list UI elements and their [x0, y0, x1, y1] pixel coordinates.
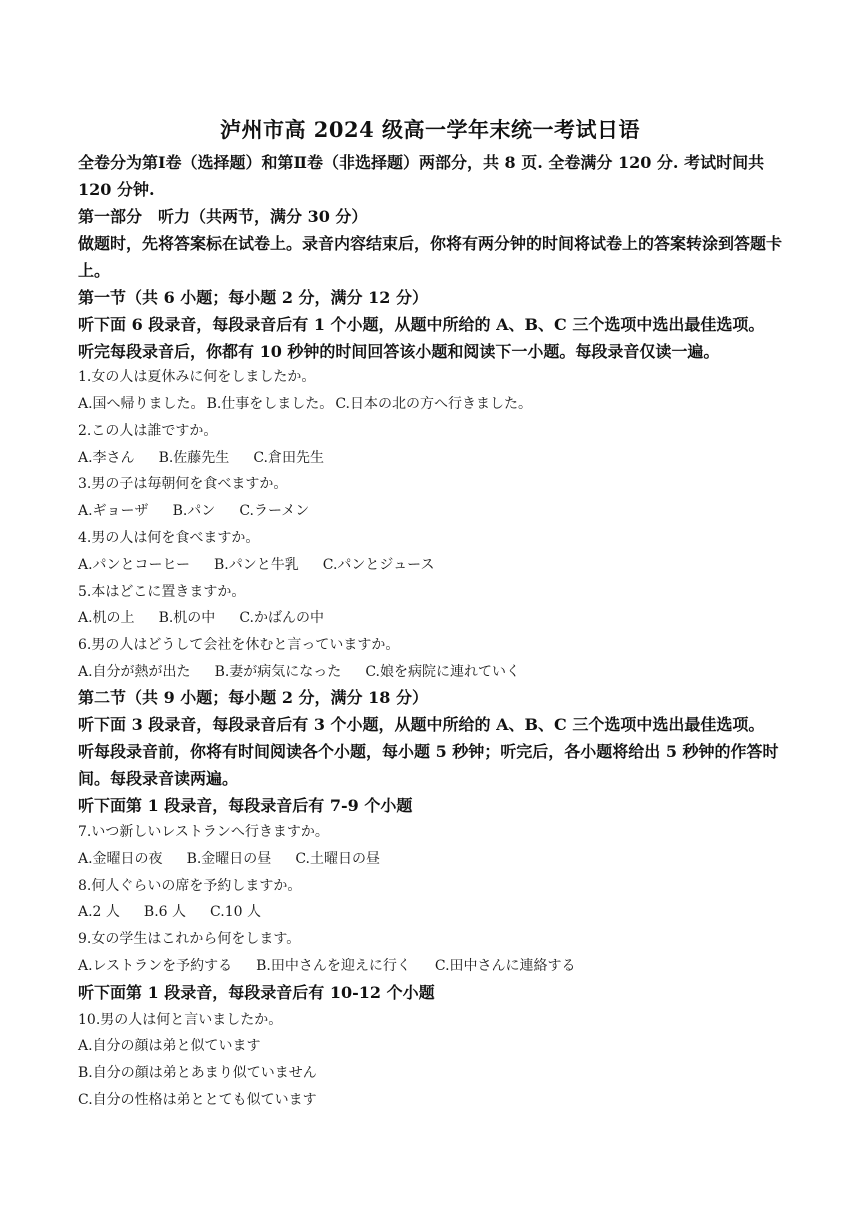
section1-instruction-1: 听下面 6 段录音，每段录音后有 1 个小题，从题中所给的 A、B、C 三个选项中选出最佳选项。 — [78, 315, 765, 334]
option-c: C.田中さんに連絡する — [434, 958, 576, 974]
question-5-stem: 5.本はどこに置きますか。 — [78, 584, 246, 600]
question-4-stem: 4.男の人は何を食べますか。 — [78, 530, 260, 546]
option-a: A.ギョーザ — [78, 503, 149, 519]
section2-instruction-1: 听下面 3 段录音，每段录音后有 3 个小题，从题中所给的 A、B、C 三个选项中选出最佳选项。 — [78, 715, 765, 734]
group1-heading: 听下面第 1 段录音，每段录音后有 7-9 个小题 — [78, 796, 413, 815]
option-c: C.娘を病院に連れていく — [365, 664, 520, 680]
question-9-stem: 9.女の学生はこれから何をします。 — [78, 931, 301, 947]
section1-heading: 第一节（共 6 小题；每小题 2 分，满分 12 分） — [78, 288, 428, 307]
page-title: 泸州市高 2024 级高一学年末统一考试日语 — [219, 117, 641, 142]
option-c: C.土曜日の昼 — [295, 851, 380, 867]
section2-heading: 第二节（共 9 小题；每小题 2 分，满分 18 分） — [78, 688, 428, 707]
question-7-stem: 7.いつ新しいレストランへ行きますか。 — [78, 824, 329, 840]
exam-intro: 全卷分为第Ⅰ卷（选择题）和第Ⅱ卷（非选择题）两部分，共 8 页. 全卷满分 120 分. 考试时间共 120 分钟. — [78, 153, 765, 199]
option-b: B.パンと牛乳 — [214, 557, 299, 573]
section1-instruction-2: 听完每段录音后，你都有 10 秒钟的时间回答该小题和阅读下一小题。每段录音仅读一遍。 — [78, 342, 720, 361]
option-b: B.机の中 — [158, 610, 216, 626]
question-9-options — [78, 956, 788, 976]
question-10-option-a: A.自分の顔は弟と似ています — [78, 1038, 261, 1054]
option-b: B.佐藤先生 — [158, 450, 230, 466]
option-a: A.レストランを予約する — [78, 958, 233, 974]
question-6-stem: 6.男の人はどうして会社を休むと言っていますか。 — [78, 637, 400, 653]
question-10-option-b: B.自分の顔は弟とあまり似ていません — [78, 1065, 317, 1081]
option-c: C.倉田先生 — [253, 450, 324, 466]
question-7-options — [78, 849, 788, 869]
option-c: C.ラーメン — [239, 503, 310, 519]
question-8-stem: 8.何人ぐらいの席を予約しますか。 — [78, 878, 302, 894]
option-c: C.10 人 — [210, 904, 261, 920]
option-a: A.パンとコーヒー — [78, 557, 191, 573]
option-a: A.自分が熱が出た — [78, 664, 191, 680]
question-3-stem: 3.男の子は毎朝何を食べますか。 — [78, 476, 288, 492]
option-a: A.李さん — [78, 450, 135, 466]
question-10-option-c: C.自分の性格は弟ととても似ています — [78, 1092, 317, 1108]
question-5-options — [78, 608, 788, 628]
question-2-stem: 2.この人は誰ですか。 — [78, 423, 218, 439]
question-6-options — [78, 662, 788, 682]
option-b: B.田中さんを迎えに行く — [256, 958, 411, 974]
section2-instruction-2: 听每段录音前，你将有时间阅读各个小题，每小题 5 秒钟；听完后，各小题将给出 5 秒钟的作答时间。每段录音读两遍。 — [78, 742, 779, 788]
question-1-stem: 1.女の人は夏休みに何をしましたか。 — [78, 369, 316, 385]
option-a: A.金曜日の夜 — [78, 851, 163, 867]
option-a: A.机の上 — [78, 610, 135, 626]
question-10-stem: 10.男の人は何と言いましたか。 — [78, 1012, 283, 1028]
question-3-options — [78, 501, 788, 521]
question-1-options — [78, 394, 788, 414]
group2-heading: 听下面第 1 段录音，每段录音后有 10-12 个小题 — [78, 983, 435, 1002]
option-b: B.6 人 — [143, 904, 187, 920]
option-c: C.パンとジュース — [322, 557, 435, 573]
question-4-options — [78, 555, 788, 575]
option-b: B.金曜日の昼 — [186, 851, 272, 867]
question-8-options — [78, 902, 788, 922]
option-c: C.かばんの中 — [239, 610, 324, 626]
part1-heading: 第一部分 听力（共两节，满分 30 分） — [78, 207, 368, 226]
option-b: B.妻が病気になった — [214, 664, 342, 680]
option-a: A.国へ帰りました。 — [78, 396, 205, 412]
option-b: B.仕事をしました。 — [206, 396, 334, 412]
question-2-options — [78, 448, 788, 468]
option-b: B.パン — [172, 503, 216, 519]
option-a: A.2 人 — [78, 904, 120, 920]
part1-instruction: 做题时，先将答案标在试卷上。录音内容结束后，你将有两分钟的时间将试卷上的答案转涂到答题卡上。 — [78, 234, 783, 280]
option-c: C.日本の北の方へ行きました。 — [335, 396, 532, 412]
